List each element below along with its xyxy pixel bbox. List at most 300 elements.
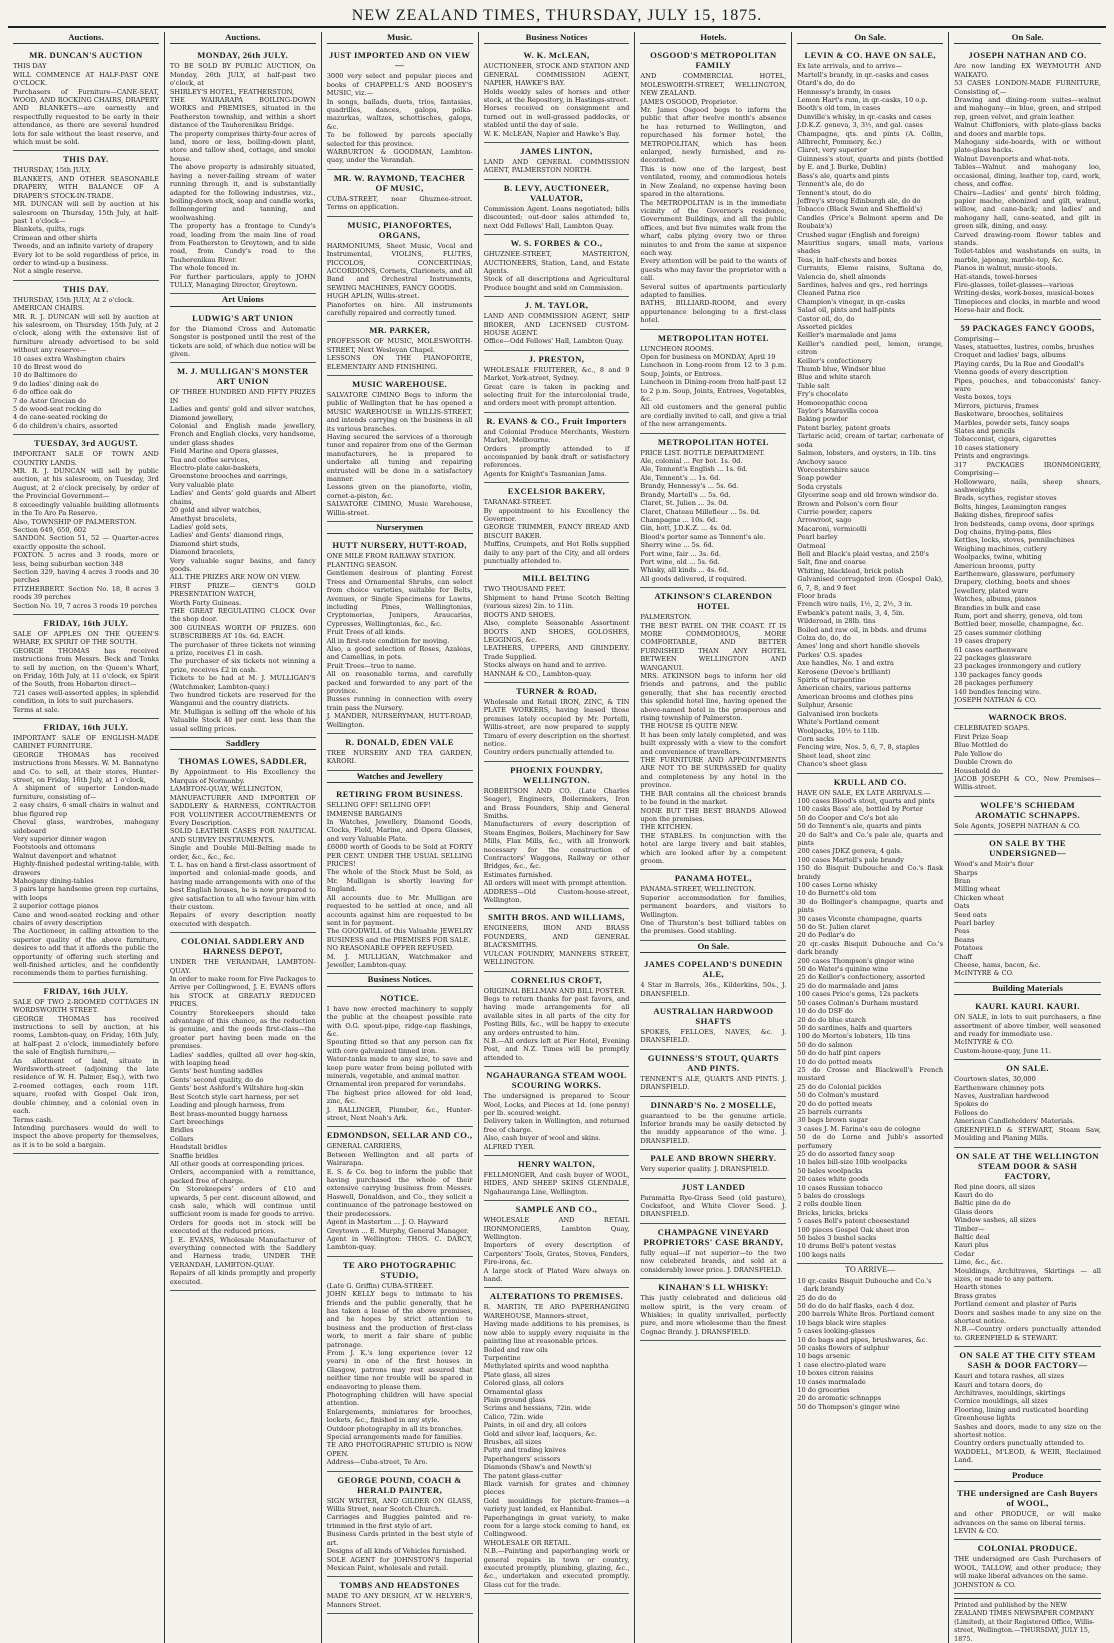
advertisement [954,998,1101,1060]
ad-text: American chairs, various patterns [797,684,911,693]
ad-text: Highly-finished pedestal writing-table, with drawers [13,860,159,877]
ad-text: WHOLESALE FRUITERER, &c., 8 and 9 Market, York-street, Sydney. [483,365,630,383]
ad-text: All in first-rate condition for moving. [326,636,450,645]
ad-text: 5 bales do crosslegs [797,1192,865,1201]
ad-title: SMITH BROS. AND WILLIAMS, [488,912,625,923]
ad-text: 7 do Astor Grecian do [13,396,87,405]
ad-text: Bass's ale, quarts and pints [797,171,890,180]
ad-text: The purchaser of six tickets not winning a prize, receives £2 in cash. [169,657,316,674]
ad-text: FIRST PRIZE— GENT'S GOLD PRESENTATION WATCH, [169,581,316,599]
ad-text: Are now landing EX WEYMOUTH AND WAIKATO. [954,62,1101,79]
ad-text: Kerosene (Devoe's brilliant) [797,667,891,676]
ad-title: PANAMA HOTEL, [674,873,752,884]
ad-text: TE ARO PHOTOGRAPHIC STUDIO is NOW OPEN. [326,1441,473,1458]
ad-text: Pale Yellow do [954,749,1003,758]
ad-text: 19 cases drapery [954,637,1012,646]
advertisement [640,47,786,329]
ad-text: THURSDAY, 15th JULY. [13,166,91,175]
ad-text: To be followed by parcels specially selected for this province. [326,131,473,148]
ad-text: THIS DAY [13,62,47,71]
ad-text: Orders for goods not in stock will be executed at the reduced prices. [169,1218,316,1236]
ad-text: All orders will meet with prompt attention. [483,879,628,888]
ad-text: The Auctioneer, in calling attention to the superior quality of the above furniture, desires to add that it affords the public the opportunity of offering such sterling and well-finished articles, and he confidently recommends them to parties furnishing. [13,927,159,978]
ad-text: MR. DUNCAN will sell by auction at his salesroom on Thursday, 15th July, at half-past 1 o'clock— [13,200,159,225]
ad-title: GUINNESS'S STOUT, QUARTS AND PINTS. [647,1052,779,1073]
ad-text: Address—Cuba-street, Te Aro. [326,1458,428,1467]
ad-text: (Late G. Griffin) CUBA-STREET. [326,1281,434,1290]
ad-text: Arrowroot, sago [797,516,852,525]
ad-title: AUSTRALIAN HARDWOOD SHAFTS [653,1006,774,1026]
ad-text: Paperhangers' scissors [483,1454,561,1463]
ad-text: Mirrors, pictures, frames [954,401,1039,410]
ad-text: 61 cases earthenware [954,645,1028,654]
ad-text: Croquet and ladies' bags, albums [954,351,1066,360]
ad-text: Hennessy's brandy, in cases [797,87,891,96]
ad-text: Footstools and ottomans [13,843,95,852]
ad-text: Portland cement and plaster of Paris [954,1300,1077,1309]
ad-text: This justly celebrated and delicious old mellow spirit, is the very cream of Whiskies; in quality unrivalled, perfectly pure, and more wholesome than the finest Cognac Brandy. J. DRANSFIELD. [640,1294,787,1336]
ad-title: MUSIC, PIANOFORTES, ORGANS, [347,219,452,240]
to-arrive-item: 10 bags arsenic [797,1352,851,1361]
to-arrive-item: 1 case electro-plated ware [797,1360,886,1369]
ad-text: JOHN KELLY begs to intimate to his friends and the public generally, that he has taken a lease of the above premises, and he hopes by strict attention to business and the production of first-class work, to merit a fair share of public patronage. [326,1290,473,1349]
ad-text: Carved drawing-room flower tables and stands. [954,230,1101,247]
ad-text: Electro-plate cake-baskets, [169,464,261,473]
ad-text: White's Portland cement [797,718,880,727]
ad-text: Mouldings, Architraves, Skirtings — all sizes, or made to any pattern. [954,1266,1101,1283]
ad-text: Potatoes [954,944,983,953]
ad-text: Martell's brandy, in qr.-casks and cases [797,70,929,79]
ad-text: Between Wellington and all parts of Wairarapa. [326,1150,473,1168]
ad-text: Boiled and raw oils [483,1345,548,1354]
ad-text: Champion's vinegar, in qr.-casks [797,297,906,306]
ad-text: THE BEST PATEL ON THE COAST. IT IS MORE COMMODIOUS, MORE COMFORTABLE, AND BETTER FURNISHED THAN ANY HOTEL BETWEEN WELLINGTON AND WANGANUI. [640,621,787,672]
ad-text: On Storekeepers' orders of £10 and upwards, 5 per cent. discount allowed, and cash sale, which will continue until sufficient room is made for goods to arrive. [169,1185,316,1219]
ad-title: MR. PARKER, [369,325,431,336]
ad-text: Worth Forty Guineas. [169,598,242,607]
ad-text: Country Storekeepers should take advantage of this chance, as the reduction is genuine, and the goods first-class—the greater part having been made on the premises. [169,1008,316,1051]
ad-text: and other PRODUCE, or will make advances on the same on liberal terms. [954,1510,1101,1527]
ad-text: Soda crystals [797,482,843,491]
ad-title: TURNER & ROAD, [516,685,597,696]
ad-text: Spouting fitted so that any person can fix with core galvanized tinned iron. [326,1038,473,1055]
ad-text: Cedar [954,1249,975,1258]
ad-text: Pianos in walnut, music-stools. [954,264,1058,273]
ad-text: Watches, albums, pianos [954,595,1037,604]
ad-text: 200 cases JDKZ geneva, 4 gals. [797,847,903,856]
ad-text: 8 exceedingly valuable building allotments in the Te Aro Pa Reserve. [13,500,159,518]
ad-text: Pearl barley [954,918,995,927]
column-5 [635,32,792,1643]
column-6 [792,32,949,1643]
ad-text: In Watches, Jewellery, Diamond Goods, Clocks, Field, Marine, and Opera Glasses, and very Valuable Plate. [326,818,473,843]
ad-text: It has been only lately completed, and was built expressly with a view to the comfort and convenience of travellers. [640,730,787,756]
ad-text: GEORGE THOMAS has received instructions from Messrs. W. M. Bannatyne and Co. to sell, at their stores, Hunter-street, on Friday, 16th July, at 1 o'clock, [13,750,159,785]
ad-text: N.B.—Painting and paperhanging work or general repairs in town or country, executed promptly, plumbing, glazing, &c., &c., undertaken and executed promptly. Glass cut for the trade. [483,1547,630,1589]
ad-text: 3 cases J. M. Farina's eau de cologne [797,1124,921,1133]
ad-text: Office—Odd Fellows' Hall, Lambton Quay. [483,337,624,346]
section-heading: Music. [327,32,473,44]
ad-text: 100 do Morton's lobsters, 1lb tins [797,1032,911,1041]
ad-text: Designs of all kinds of Vehicles furnished. [326,1547,467,1556]
ad-text: 10 do do potted meats [797,1057,873,1066]
ad-text: Wholesale and Retail IRON, ZINC, & TIN PLATE WORKERS, having leased those premises lately occupied by Mr. Portelli, Willis-street, are now prepared to supply Timaru of every description on the shortest notice. [483,697,630,748]
ad-text: fully equal—if not superior—to the two now celebrated brands, and sold at a considerably lower price. J. DRANSFIELD. [640,1248,787,1274]
ad-text: Country orders punctually attended to. [483,748,615,757]
ad-text: 25 cases summer clothing [954,628,1042,637]
ad-text: N.B.—All orders left at Pier Hotel, Evening Post, and N.Z. Times will be promptly attended to. [483,1036,630,1062]
advertisement [327,322,473,376]
to-arrive-item: 10 boxes citron raisins [797,1369,874,1378]
columns-grid [8,32,1106,1643]
ad-text: AUCTIONEER, STOCK AND STATION AND GENERAL COMMISSION AGENT, NAPIER, HAWKE'S BAY. [483,62,630,88]
advertisement [327,1577,473,1614]
ad-title: R. DONALD, EDEN VALE [345,737,454,747]
ad-text: SOLE AGENT for JOHNSTON'S Imperial Mexican Paint, wholesale and retail. [326,1555,473,1572]
ad-text: Keiller's candied peel, lemon, orange, citron [797,339,944,357]
ad-text: Amethyst bracelets, [169,514,237,523]
advertisement [484,47,630,143]
ad-text: Kauri plus [954,1241,989,1250]
ad-text: Sulphur, Arsenic [797,701,853,710]
ad-text: 20 gold and silver watches, [169,506,262,515]
advertisement [170,363,316,738]
ad-text: Currie powder, capers [797,507,872,516]
advertisement [170,933,316,1291]
ad-text: SHIRLEY'S HOTEL, FEATHERSTON, [169,87,295,96]
ad-text: E. S. & Co. beg to inform the public that having purchased the whole of their extensive carrying business from Messrs. Haswell, Donaldson, and Co., they solicit a continuance of the patronage bestowed on their predecessors. [326,1167,473,1218]
advertisement [640,588,786,870]
advertisement [640,434,786,589]
ad-text: 10 cases stationery [954,443,1019,452]
advertisement [954,320,1101,710]
ad-text: LESSONS ON THE PIANOFORTE, ELEMENTARY AND FINISHING. [326,354,473,371]
ad-text: Household do [954,766,1001,775]
ad-text: Worcestershire sauce [797,465,870,474]
ad-text: Claret, very superior [797,146,867,155]
ad-text: Jewellery, plated ware [954,586,1029,595]
ad-text: Also, complete Seasonable Assortment BOOTS AND SHOES, GOLOSHES, LEGGINGS, &c. [483,619,630,644]
ad-text: IMMENSE BARGAINS [326,809,403,818]
ad-title: METROPOLITAN HOTEL [657,332,769,343]
section-heading: Building Materials [954,983,1101,995]
ad-text: Booth's old tom, in cases [797,104,881,113]
ad-text: Pipes, pouches, and tobacconists' fancy-ware [954,376,1101,394]
ad-text: Bran [954,876,971,885]
ad-text: Repairs of all kinds promptly and properly executed. [169,1269,316,1286]
ad-title: KINAHAN'S LL WHISKY: [658,1282,769,1293]
ad-text: 30 bags brown sugar [797,1116,868,1125]
ad-text: Guinness's stout, quarts and pints (bottled by E. and J. Burke, Dublin) [797,154,944,172]
ad-text: Methylated spirits and wood naphtha [483,1362,609,1371]
ad-text: Floor brads [797,592,837,600]
advertisement [954,797,1101,835]
ad-text: 50 do Tennent's ale, quarts and pints [797,822,922,831]
advertisement [327,170,473,217]
ad-text: Vases, statuettes, lustres, combs, brushes [954,343,1094,351]
ad-text: The undersigned is prepared to Scour Wool, Locks, and Pieces at 1d. (one penny) per lb. scoured weight. [483,1092,630,1117]
ad-text: WILL COMMENCE AT HALF-PAST ONE O'CLOCK. [13,70,159,88]
ad-text: Iron bedsteads, camp ovens, door springs [954,519,1094,528]
ad-text: 50 do Colman's mustard [797,1091,879,1100]
ad-text: 10 do do DSF do [797,1007,854,1016]
ad-text: Sole Agents, JOSEPH NATHAN & CO. [954,821,1081,830]
ad-title: JAMES LINTON, [520,146,593,157]
ad-text: Castor oil, do, do [797,314,855,323]
ad-title: 59 PACKAGES FANCY GOODS, [960,322,1095,333]
ad-text: 53 CASES LONDON-MADE FURNITURE, Consisting of,— [954,79,1101,96]
ad-text: Commission Agent. Loans negotiated; bills discounted; out-door sales attended to, next Odd Fellows' Hall, Lambton Quay. [483,204,630,230]
ad-text: SIGN WRITER, AND GILDER ON GLASS, Willis Street, near Scotch Church. [326,1496,473,1514]
ad-text: Gold mouldings for picture-frames—a variety just landed, ex Hannibal. [483,1496,630,1514]
ad-text: A shipment of superior London-made furniture, consisting of— [13,784,159,801]
advertisement [640,870,786,940]
ad-text: N.B.—Country orders punctually attended to. GREENFIELD & STEWART. [954,1325,1101,1342]
section-heading: Saddlery [170,738,316,750]
ad-text: WARBURTON & GOODMAN, Lambton-quay, under the Verandah. [326,148,473,165]
ad-title: KRULL AND CO. [833,776,907,787]
ad-text: Comprising— [954,334,1000,343]
ad-text: 50 cases Colman's Durham mustard [797,998,919,1007]
ad-text: The property has a frontage to Cundy's road, leading from the main line of road from Featherston to Greytown, and to side road, from Cundy's road to the Tauherenikau River. [169,222,316,264]
ad-text: Gin, bott, J.D.K.Z. ... 4s. 0d. [640,524,732,533]
ad-text: IMPORTANT SALE OF TOWN AND COUNTRY LANDS. [13,450,159,467]
ad-text: Terms cash. [13,1115,54,1124]
ad-title: COLONIAL SADDLERY AND HARNESS DEPOT, [180,936,305,957]
advertisement [954,1347,1101,1469]
ad-title: KAURI. KAURI. KAURI. [975,1001,1080,1012]
ad-title: PHOENIX FOUNDRY, WELLINGTON. [510,764,603,785]
ad-text: M. J. MULLIGAN, Watchmaker and Jeweller, Lambton-quay. [326,952,473,969]
section-heading: Produce [954,1470,1101,1482]
advertisement [484,1067,630,1156]
ad-text: Vesta boxes, toys [954,393,1012,402]
ad-text: R. MARTIN, TE ARO PAPERHANGING WAREHOUSE, Manners-street, [483,1303,630,1320]
ad-text: Claret, Chateau Millefleur ... 5s. 0d. [640,507,761,516]
ad-text: Peas [954,927,970,936]
ad-text: Prints and engravings. [954,452,1030,461]
ad-text: Dunville's whisky, in qr.-casks and cases [797,112,932,121]
ad-text: HAVE ON SALE, EX LATE ARRIVALS.— [797,788,931,797]
ad-text: Woolpacks, twine, whiting [954,553,1042,562]
to-arrive-item: 10 bags black wire staples [797,1318,887,1327]
ad-text: Business Cards printed in the best style of art. [326,1530,473,1547]
column-3 [322,32,479,1643]
ad-text: The whole fenced in. [169,264,240,273]
advertisement [327,47,473,169]
ad-text: Walnut Chiffoniers, with plate-glass backs and doors and marble tops. [954,121,1101,138]
ad-text: Sherry wine ... 5s. 6d. [640,541,714,550]
ad-text: Salmon, lobsters, and oysters, in 1lb. tins [797,449,936,458]
ad-text: THE undersigned are Cash Purchasers of WOOL, TALLOW, and other produce; they will make liberal advances on the same. [954,1555,1101,1581]
ad-text: Special arrangements made for families. [326,1433,463,1442]
to-arrive-item: 25 do do do [797,1293,837,1302]
ad-text: Agent in Wellington: THOS. C. DARCY, Lambton-quay. [326,1234,473,1252]
ad-text: 50 do Cooper and Co's bot ale [797,813,899,822]
ad-text: Wilderoad, in 28lb. tins [797,617,876,626]
ad-text: J.D.K.Z. geneva, 3, 3½, and gal. cases [797,121,923,130]
ad-title: ALTERATIONS TO PREMISES. [489,1291,624,1302]
ad-text: Axe handles, No. 1 and extra [797,659,894,668]
ad-text: Doors and sashes made to any size on the shortest notice. [954,1308,1101,1325]
ad-text: Milling wheat [954,885,1001,894]
ad-title: COLONIAL PRODUCE. [977,1543,1078,1554]
ad-text: Repairs of every description neatly executed with despatch. [169,911,316,928]
ad-title: FRIDAY, 16th JULY. [43,985,129,996]
ad-text: WHOLESALE OR RETAIL. [483,1538,572,1547]
ad-title: ON SALE BY THE UNDERSIGNED— [989,838,1067,859]
ad-text: Turpentine [483,1353,521,1362]
ad-text: HANNAH & CO., Lambton-quay. [483,669,592,678]
ad-text: 3 pairs large handsome green rep curtains, with loops [13,885,159,902]
section-heading: Auctions. [170,32,316,44]
ad-text: American Candleholders' Materials. [954,1117,1075,1126]
ad-text: Terms at sale. [13,705,60,714]
ad-text: LUNCHEON ROOMS. [640,344,714,353]
ad-title: SAMPLE AND CO., [515,1204,598,1215]
ad-text: 721 cases well-assorted apples, in splendid condition, in lots to suit purchasers. [13,688,159,706]
ad-text: ONE MILE FROM RAILWAY STATION. [326,552,456,561]
ad-title: THIS DAY. [63,154,109,165]
ad-text: Soap powder [797,474,842,483]
ad-text: THE KITCHEN. [640,823,693,832]
ad-text: Tartaric acid, cream of tartar, carbonate of soda [797,432,944,449]
ad-text: Drawing and dining-room suites—walnut and mahogany—in blue, green, and striped rep, green velvet, and grain leather. [954,96,1101,121]
ad-text: Tennent's ale, do do [797,180,865,189]
ad-text: Ladies' gold sets, [169,522,228,531]
ad-text: and Colonial Produce Merchants, Western Market, Melbourne. [483,427,630,445]
ad-text: Cornice mouldings, all sizes [954,1397,1048,1406]
ad-text: Ladies and gents' gold and silver watches, Diamond jewellery, [169,405,316,422]
ad-text: Salad oil, pints and half-pints [797,306,895,315]
ad-text: 50 bales 3 bushel sacks [797,1234,877,1243]
ad-text: Best Scotch style cart harness, per set [169,1092,299,1101]
ad-text: 140 bundles fencing wire. [954,687,1042,696]
advertisement [797,47,943,773]
advertisement [13,983,159,1154]
ad-text: BLANKETS, AND OTHER SEASONABLE DRAPERY, WITH BALANCE OF A DRAPER'S STOCK-IN-TRADE. [13,174,159,200]
ad-text: All old customers and the general public are cordially invited to call, and give a trial of the new arrangements. [640,403,787,429]
to-arrive-item: 10 qr.-casks Bisquit Dubouche and Co.'s dark brandy [797,1276,932,1294]
ad-text: Leading and plough harness, from [169,1101,285,1110]
ad-text: Holds weekly sales of horses and other stock, at the Repository, in Hastings-street. [483,87,630,105]
ad-text: TARANAKI-STREET. [483,498,552,507]
ad-text: Naves, Australian hardwood [954,1092,1050,1101]
ad-text: 20 qr.-casks Bisquit Dubouche and Co.'s dark brandy [797,939,944,957]
ad-text: 3000 very select and popular pieces and books of CHAPPELL'S AND BOOSEY'S MUSIC, viz.— [326,72,473,98]
ad-text: ALL THE PRIZES ARE NOW ON VIEW. [169,573,301,582]
ad-text: Snaffle bridles [169,1151,219,1160]
advertisement [640,1179,786,1224]
ad-text: Champagne ... 10s. 6d. [640,515,718,524]
ad-text: Glass doors [954,1207,994,1216]
ad-text: Brads, scythes, register stoves [954,494,1057,503]
ad-text: WADDELL, M'LEOD, & WEIR, Reclaimed Land. [954,1447,1101,1465]
ad-text: Seed oats [954,910,987,919]
ad-text: Outdoor photography in all its branches. [326,1424,463,1433]
ad-text: By Appointment to His Excellency the Marquis of Normanby. [169,768,316,785]
ad-text: 10 do Brest wood do [13,363,82,371]
advertisement [640,1150,786,1178]
ad-text: Chairs—Ladies' and gents' birch folding, papier mache, ebonized and gilt, walnut, willow, and cane-back; and ladies' and mahogany hall, cane-seated, and gilt in green silk, dining, and easy. [954,188,1101,231]
ad-title: FRIDAY, 16th JULY. [43,617,129,628]
ad-text: GEORGE THOMAS has received instructions from Messrs. Beck and Tonks to sell by auction, on the Queen's Wharf, on Friday, 16th July, at 11 o'clock, ex Spirit of the South, from Hobarton direct— [13,646,159,689]
ad-text: Delivery taken in Wellington, and returned free of charge. [483,1117,630,1134]
section-heading: Nurserymen [327,522,473,534]
advertisement [484,180,630,235]
ad-text: 2 easy chairs, 6 small chairs in walnut and blue figured rep [13,801,159,818]
ad-text: Fry's chocolate [797,390,849,399]
to-arrive-item: 10 do groceries [797,1385,850,1394]
ad-text: Also, cash buyer of wool and skins. [483,1134,601,1143]
ad-title: CHAMPAGNE VINEYARD PROPRIETORS' CASE BRANDY, [643,1226,784,1247]
ad-title: WARNOCK BROS. [988,712,1067,723]
ad-text: Ale, Tennent's English ... 1s. 6d. [640,465,748,474]
advertisement [13,47,159,151]
ad-text: Flooring, lining and rusticated boarding [954,1405,1089,1414]
ad-text: Very superior quality. J. DRANSFIELD. [640,1165,770,1174]
advertisement [954,1540,1101,1594]
advertisement [327,1472,473,1578]
ad-text: Keiller's confectionery [797,356,873,365]
ad-text: Mahogany side-boards, with or without plate-glass backs. [954,138,1101,155]
ad-title: TE ARO PHOTOGRAPHIC STUDIO, [342,1259,457,1280]
ad-title: TOMBS AND HEADSTONES [339,1580,460,1591]
ad-text: Marbles, powder sets, fancy soaps [954,418,1070,427]
column-2 [165,32,322,1643]
ad-text: Galvanised iron buckets [797,709,878,718]
ad-text: SELLING OFF! SELLING OFF! [326,801,431,810]
ad-text: 100 cases Lorne whisky [797,881,878,889]
ad-text: SALVATORE CIMINO Begs to inform the public of Wellington that he has opened a MUSIC WAREHOUSE in WILLIS-STREET, and intends carrying on the business in all its various branches. [326,390,473,433]
ad-text: Boiled and raw oil, in bbds. and drums [797,625,927,634]
ad-title: MONDAY, 26th JULY. [197,50,289,61]
advertisement [954,709,1101,796]
ad-text: 25 do do marmalade and jams [797,981,899,990]
ad-text: Putty and trading knives [483,1446,566,1455]
to-arrive-item: 200 barrels White Bros. Portland cement [797,1310,935,1319]
ad-text: W. K. McLEAN, Napier and Hawke's Bay. [483,129,621,138]
ad-text: Chaff [954,952,973,961]
ad-text: Superior accommodation for families, permanent boarders, and visitors to Wellington. [640,893,787,919]
ad-text: guaranteed to be the genuine article. Inferior brands may be easily detected by the muddy appearance of the wine. J. DRANSFIELD. [640,1111,787,1145]
ad-text: 50 do Water's quinine wine [797,965,889,974]
ad-text: Headstall bridles [169,1143,228,1152]
advertisement [170,47,316,294]
ad-text: Sheet lead, sheet zinc [797,751,871,760]
ad-title: FRIDAY, 16th JULY. [43,722,129,733]
ad-text: Earthenware chimney pots [954,1083,1045,1092]
ad-text: 50 do sardines, halfs and quarters [797,1023,912,1032]
ad-text: Rum, port and sherry, geneva, old tom [954,612,1083,620]
ad-text: The purchaser of three tickets not winning a prize, receives £1 in cash. [169,640,316,657]
advertisement [640,1050,786,1097]
ad-text: Jeffrey's strong Edinburgh ale, do do [797,196,921,205]
ad-text: Oatmeal [797,541,826,550]
ad-text: Table salt [797,381,830,390]
ad-title: B. LEVY, AUCTIONEER, VALUATOR, [503,182,610,203]
advertisement [954,47,1101,319]
advertisement [484,683,630,762]
ad-text: 10 do Baltimore do [13,371,77,380]
ad-text: 100 cases Price's gems, 12s packets [797,990,919,999]
ad-text: Patent barley, patent groats [797,423,891,432]
ad-text: Courtown slates, 30,000 [954,1075,1036,1084]
ad-text: Brandy, Martell's ... 5s. 6d. [640,490,731,499]
ad-text: An allotment of land, situate in Wordsworth-street (adjoining the late residence of W. H. Palmer, Esq.), with two 2-roomed cottages, each room 11ft. square, roofed with Gospel Oak iron, double chimney, and a colonial oven in each. [13,1056,159,1116]
ad-text: Vienna goods of every description [954,368,1068,377]
ad-text: 10 drums Bell's patent vestas [797,1242,897,1251]
